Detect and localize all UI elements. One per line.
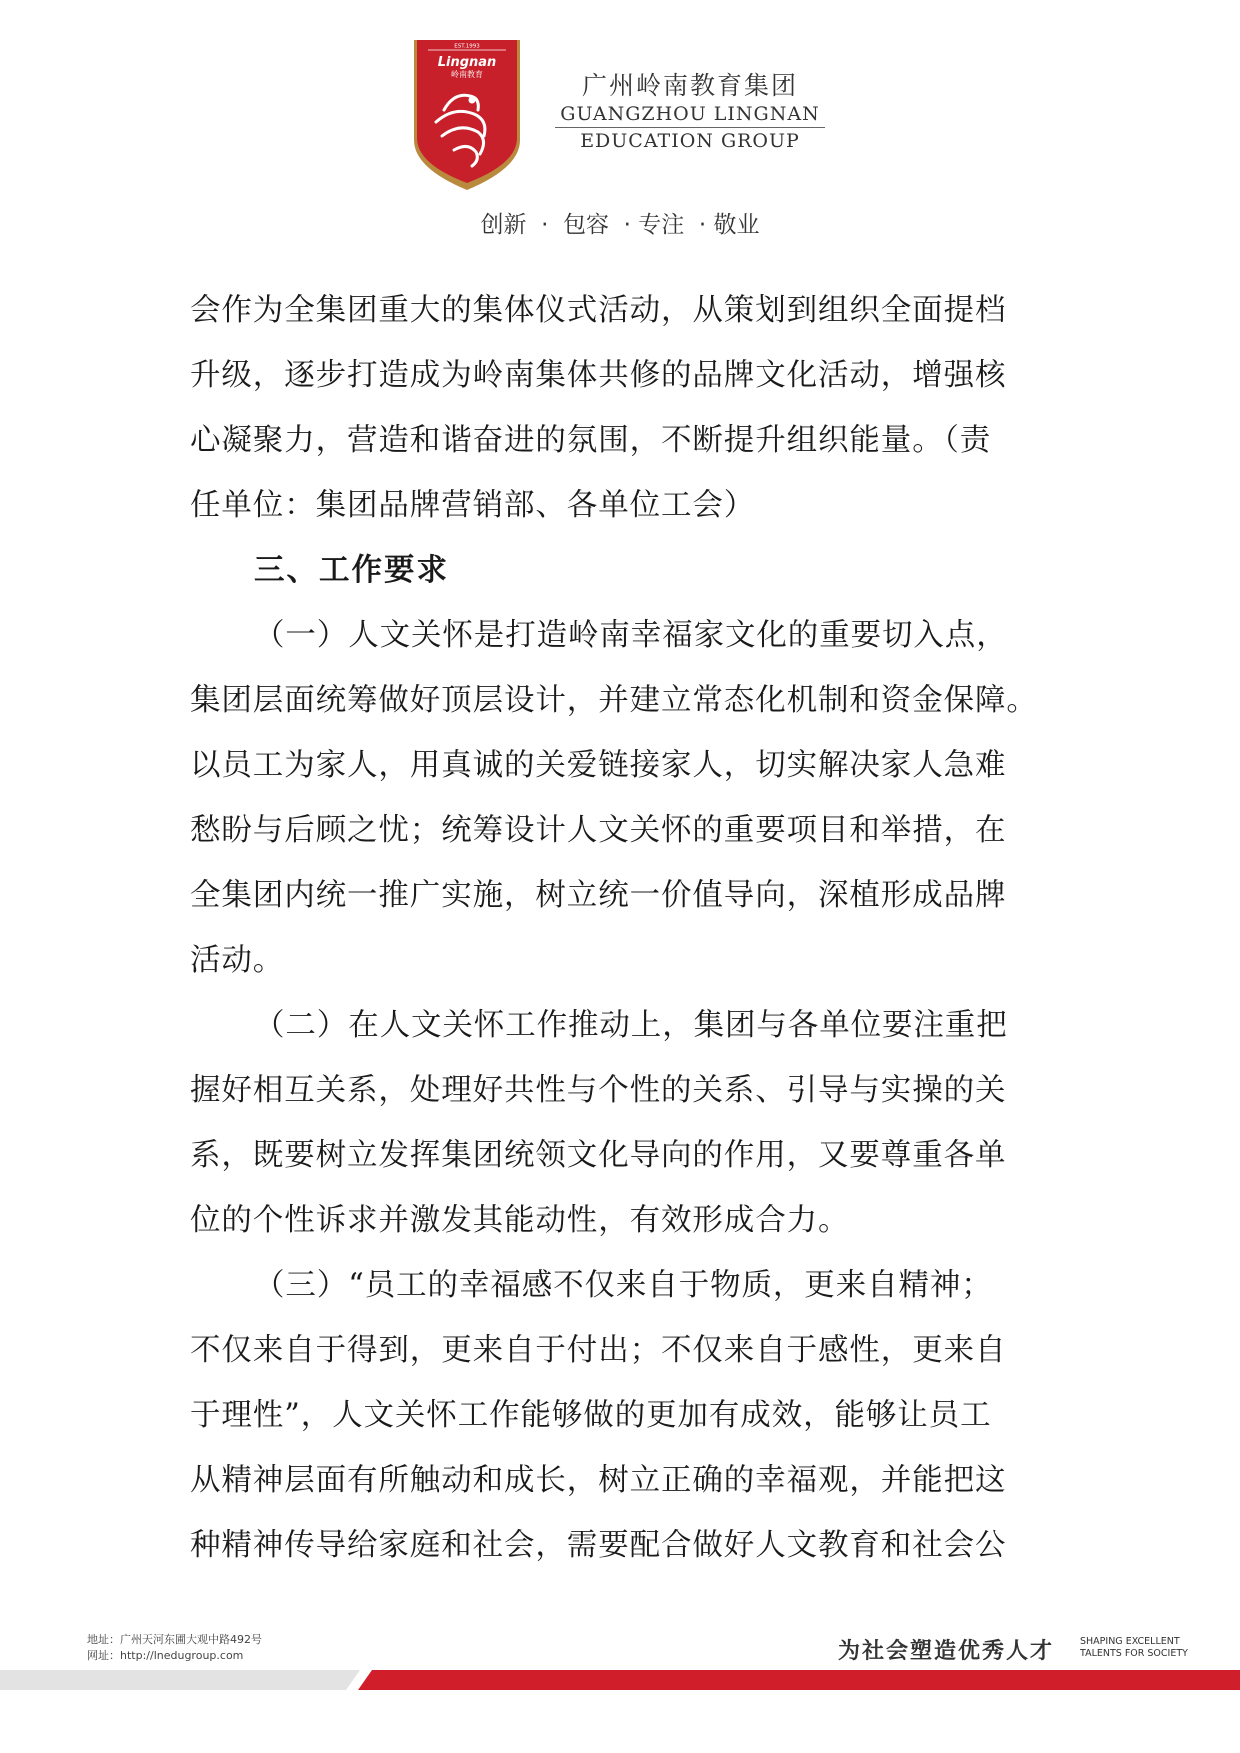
body-line: 全集团内统一推广实施，树立统一价值导向，深植形成品牌	[190, 878, 1007, 913]
logo-brand-cn-text: 岭南教育	[451, 70, 483, 79]
body-line: 于理性”，人文关怀工作能够做的更加有成效，能够让员工	[190, 1398, 992, 1433]
body-line: 集团层面统筹做好顶层设计，并建立常态化机制和资金保障。	[190, 683, 1038, 718]
body-line: 以员工为家人，用真诚的关爱链接家人，切实解决家人急难	[190, 748, 1007, 783]
footer-slogan-cn: 为社会塑造优秀人才	[838, 1638, 1055, 1664]
org-name-cn: 广州岭南教育集团	[581, 71, 798, 100]
body-line: 系，既要树立发挥集团统领文化导向的作用，又要尊重各单	[190, 1138, 1007, 1173]
footer-address: 地址：广州天河东圃大观中路492号	[87, 1633, 262, 1646]
body-line: 握好相互关系，处理好共性与个性的关系、引导与实操的关	[190, 1073, 1007, 1108]
org-name-en-line1: GUANGZHOU LINGNAN	[560, 103, 820, 125]
body-line: 升级，逐步打造成为岭南集体共修的品牌文化活动，增强核	[190, 358, 1007, 393]
body-line: （二）在人文关怀工作推动上，集团与各单位要注重把	[254, 1008, 1008, 1043]
body-line: 任单位：集团品牌营销部、各单位工会）	[190, 488, 756, 523]
footer-website: 网址：http://lnedugroup.com	[87, 1649, 244, 1662]
body-line: 会作为全集团重大的集体仪式活动，从策划到组织全面提档	[190, 293, 1007, 328]
body-line: 愁盼与后顾之忧；统筹设计人文关怀的重要项目和举措，在	[190, 813, 1007, 848]
body-line: 位的个性诉求并激发其能动性，有效形成合力。	[190, 1203, 850, 1238]
footer-band	[0, 1668, 1240, 1690]
body-line: 活动。	[190, 943, 285, 978]
lingnan-logo-shield	[414, 40, 520, 190]
motto: 创新 · 包容 · 专注 · 敬业	[480, 212, 760, 238]
footer-contact	[87, 1632, 262, 1664]
footer-slogan-en-line2: TALENTS FOR SOCIETY	[1080, 1648, 1188, 1659]
footer-band-gray	[0, 1670, 360, 1690]
body-line: 从精神层面有所触动和成长，树立正确的幸福观，并能把这	[190, 1463, 1007, 1498]
body-line: （一）人文关怀是打造岭南幸福家文化的重要切入点，	[254, 618, 1008, 653]
org-name-divider	[555, 127, 825, 128]
footer-slogan-en	[1080, 1636, 1188, 1660]
body-line: 不仅来自于得到，更来自于付出；不仅来自于感性，更来自	[190, 1333, 1007, 1368]
body-line: （三）“员工的幸福感不仅来自于物质，更来自精神；	[254, 1268, 993, 1303]
section-heading: 三、工作要求	[254, 552, 449, 588]
footer-band-red	[358, 1670, 1240, 1690]
logo-brand-text: Lingnan	[437, 55, 497, 70]
org-name-en-line2: EDUCATION GROUP	[580, 130, 800, 152]
body-line: 心凝聚力，营造和谐奋进的氛围，不断提升组织能量。（责	[190, 423, 992, 458]
logo-est-text: EST.1993	[454, 43, 480, 50]
document-body	[190, 278, 1060, 1578]
footer-slogan-en-line1: SHAPING EXCELLENT	[1080, 1636, 1180, 1647]
body-line: 种精神传导给家庭和社会，需要配合做好人文教育和社会公	[190, 1528, 1007, 1563]
org-name-en	[555, 102, 825, 153]
